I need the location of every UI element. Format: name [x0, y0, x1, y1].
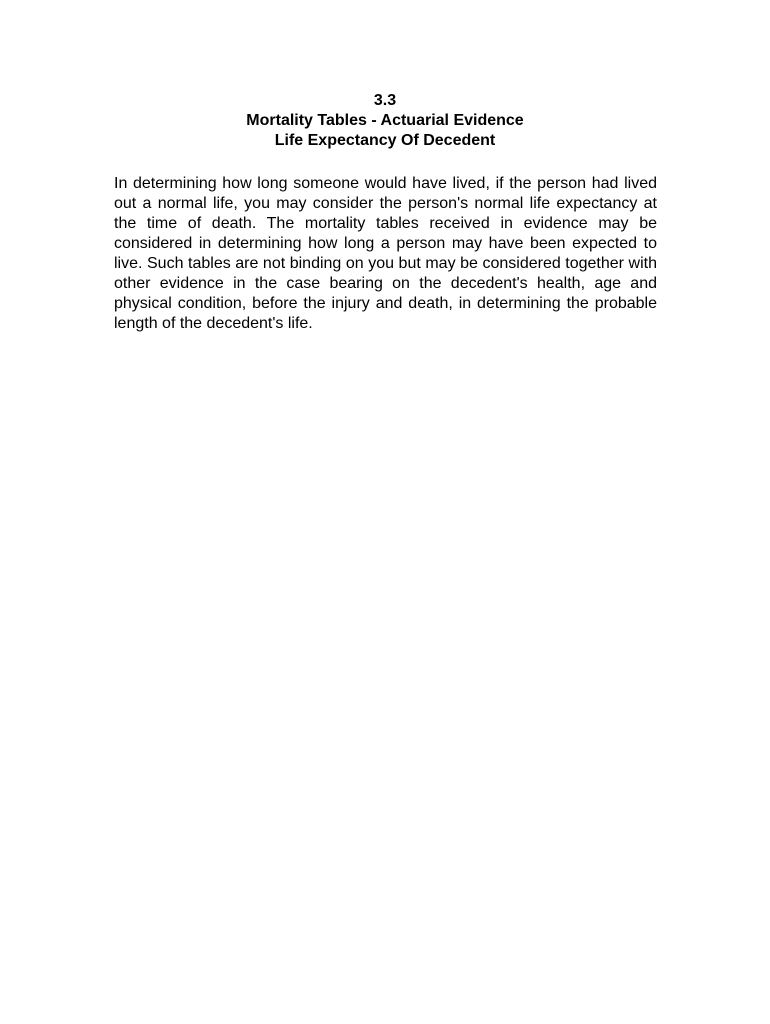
- section-subtitle: Life Expectancy Of Decedent: [274, 132, 496, 149]
- section-number: 3.3: [373, 92, 397, 109]
- section-heading: [0, 91, 770, 151]
- body-paragraph: In determining how long someone would have lived, if the person had lived out a normal life, you may consider the person's normal life expectancy at the time of death. The mortality tables received in evidence may be considered in determining how long a person may have been expected to live. Such tables are not binding on you but may be considered together with other evidence in the case bearing on the decedent's health, age and physical condition, before the injury and death, in determining the probable length of the decedent's life.: [114, 175, 657, 332]
- section-title: Mortality Tables - Actuarial Evidence: [246, 112, 524, 129]
